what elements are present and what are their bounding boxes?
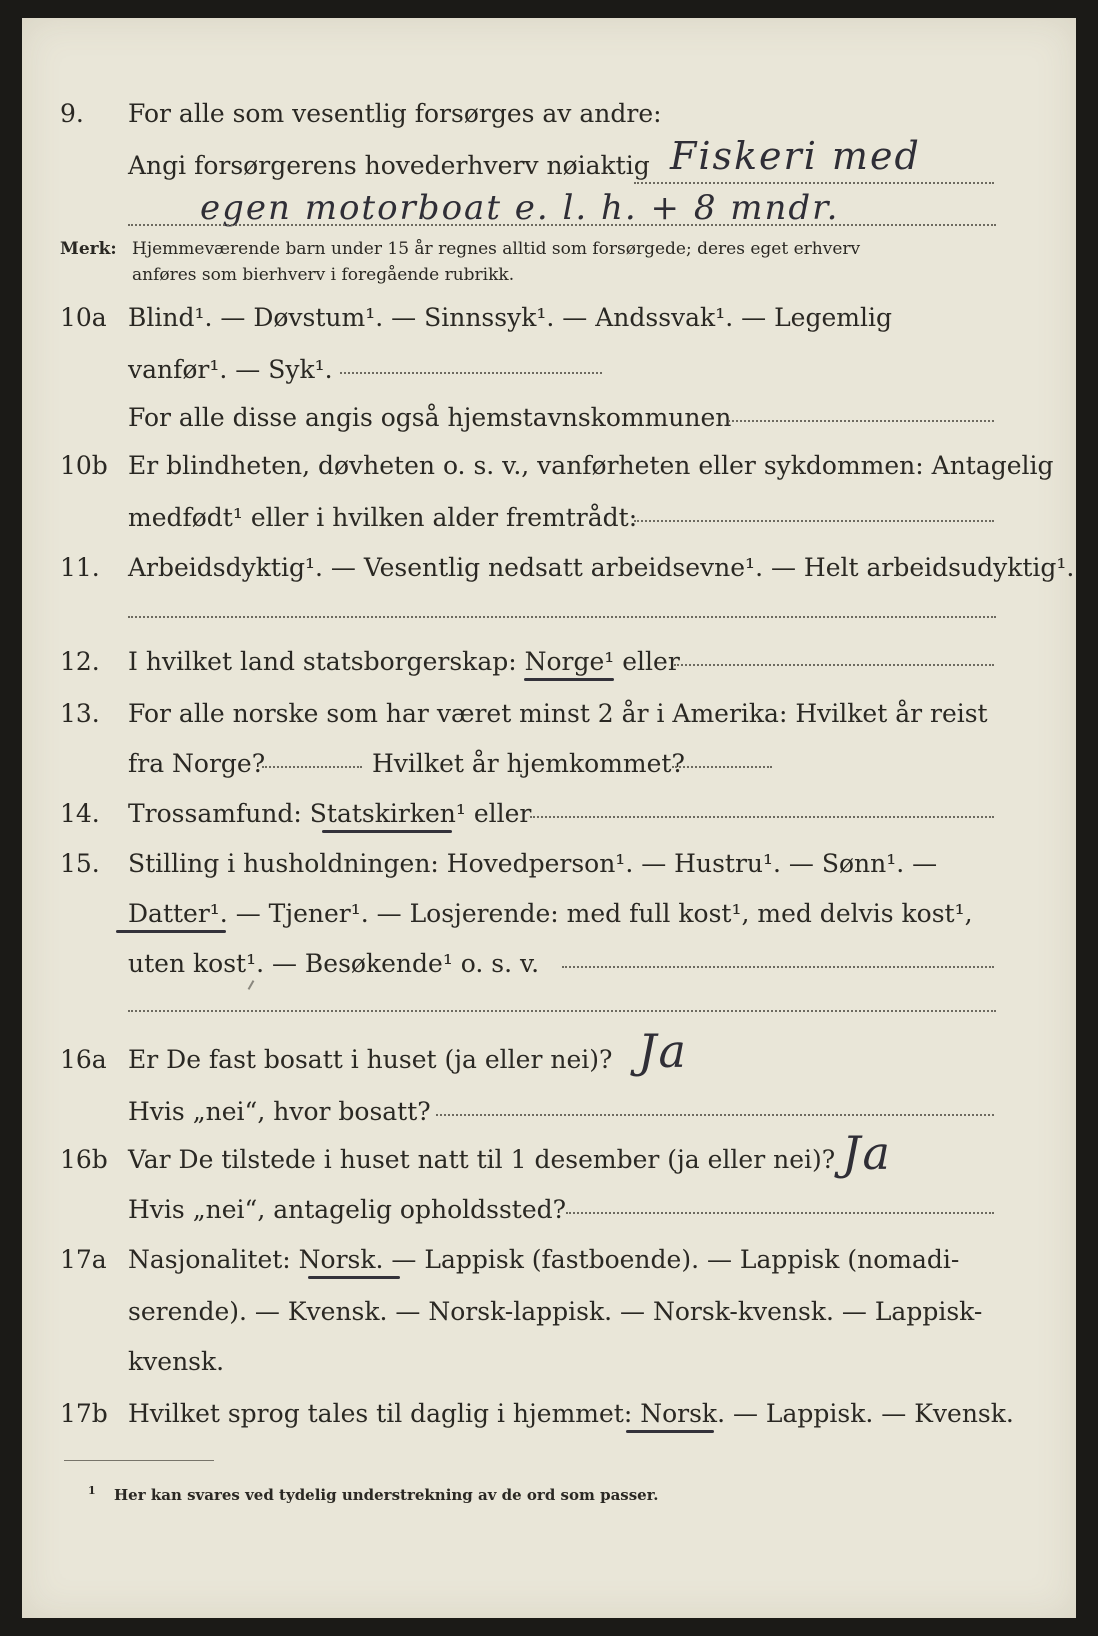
note-label: Merk: (60, 239, 117, 259)
question-number: 17b (60, 1399, 108, 1428)
question-text: fra Norge? (128, 749, 266, 778)
answer-line (672, 766, 772, 768)
answer-line (436, 1114, 994, 1116)
handwritten-answer: Ja (842, 1126, 892, 1180)
answer-line (562, 966, 994, 968)
question-text: kvensk. (128, 1347, 225, 1376)
question-text: For alle disse angis også hjemstavnskommunen (128, 403, 732, 432)
handwritten-answer: Fiskeri med (670, 134, 921, 178)
question-text: Datter¹. — Tjener¹. — Losjerende: med full kost¹, med delvis kost¹, (128, 899, 973, 928)
answer-line (530, 816, 994, 818)
footnote-text: Her kan svares ved tydelig understrekning av de ord som passer. (114, 1486, 659, 1504)
question-number: 10a (60, 303, 107, 332)
question-number: 10b (60, 451, 108, 480)
question-text: medfødt¹ eller i hvilken alder fremtrådt: (128, 503, 638, 532)
note-text: Hjemmeværende barn under 15 år regnes alltid som forsørgede; deres eget erhverv (132, 239, 861, 259)
question-number: 11. (60, 553, 100, 582)
handwritten-underline (308, 1276, 400, 1279)
footnote-rule (64, 1460, 214, 1461)
question-number: 16a (60, 1045, 107, 1074)
question-number: 14. (60, 799, 100, 828)
question-text: Blind¹. — Døvstum¹. — Sinnssyk¹. — Andssvak¹. — Legemlig (128, 303, 892, 332)
footnote-mark: 1 (88, 1484, 96, 1497)
answer-line (262, 766, 362, 768)
answer-line (128, 616, 996, 618)
handwritten-underline (524, 678, 614, 681)
question-text: Stilling i husholdningen: Hovedperson¹. — Hustru¹. — Sønn¹. — (128, 849, 938, 878)
question-number: 15. (60, 849, 100, 878)
question-text: Arbeidsdyktig¹. — Vesentlig nedsatt arbeidsevne¹. — Helt arbeidsudyktig¹. (128, 553, 1075, 582)
answer-line (566, 1212, 994, 1214)
question-text: Nasjonalitet: Norsk. — Lappisk (fastboende). — Lappisk (nomadi- (128, 1245, 960, 1274)
question-text: For alle norske som har været minst 2 år i Amerika: Hvilket år reist (128, 699, 988, 728)
question-text: Angi forsørgerens hovederhverv nøiaktig (128, 151, 650, 180)
answer-line (728, 420, 994, 422)
handwritten-underline (626, 1430, 714, 1433)
question-number: 13. (60, 699, 100, 728)
question-text: Er blindheten, døvheten o. s. v., vanførheten eller sykdommen: Antagelig (128, 451, 1054, 480)
question-number: 9. (60, 99, 84, 128)
pencil-mark (248, 980, 255, 990)
handwritten-underline (116, 930, 226, 933)
question-text: Hvilket år hjemkommet? (372, 749, 685, 778)
question-text: Hvilket sprog tales til daglig i hjemmet: Norsk. — Lappisk. — Kvensk. (128, 1399, 1014, 1428)
handwritten-answer: egen motorboat e. l. h. + 8 mndr. (200, 188, 840, 228)
question-number: 17a (60, 1245, 107, 1274)
question-text: serende). — Kvensk. — Norsk-lappisk. — Norsk-kvensk. — Lappisk- (128, 1297, 983, 1326)
handwritten-answer: Ja (638, 1024, 688, 1078)
question-number: 16b (60, 1145, 108, 1174)
answer-line (128, 224, 996, 226)
answer-line (128, 1010, 996, 1012)
census-form-page (22, 18, 1076, 1618)
question-text: Hvis „nei“, antagelig opholdssted? (128, 1195, 567, 1224)
question-text: Er De fast bosatt i huset (ja eller nei)? (128, 1045, 613, 1074)
question-text: Trossamfund: Statskirken¹ eller (128, 799, 532, 828)
question-text: For alle som vesentlig forsørges av andre: (128, 99, 662, 128)
note-text: anføres som bierhverv i foregående rubrikk. (132, 265, 515, 285)
question-text: Hvis „nei“, hvor bosatt? (128, 1097, 431, 1126)
question-text: vanfør¹. — Syk¹. (128, 355, 333, 384)
answer-line (340, 372, 602, 374)
handwritten-underline (322, 830, 452, 833)
answer-line (674, 664, 994, 666)
question-text: Var De tilstede i huset natt til 1 desember (ja eller nei)? (128, 1145, 836, 1174)
answer-line (634, 520, 994, 522)
question-number: 12. (60, 647, 100, 676)
question-text: I hvilket land statsborgerskap: Norge¹ eller (128, 647, 680, 676)
question-text: uten kost¹. — Besøkende¹ o. s. v. (128, 949, 540, 978)
answer-line (634, 182, 994, 184)
